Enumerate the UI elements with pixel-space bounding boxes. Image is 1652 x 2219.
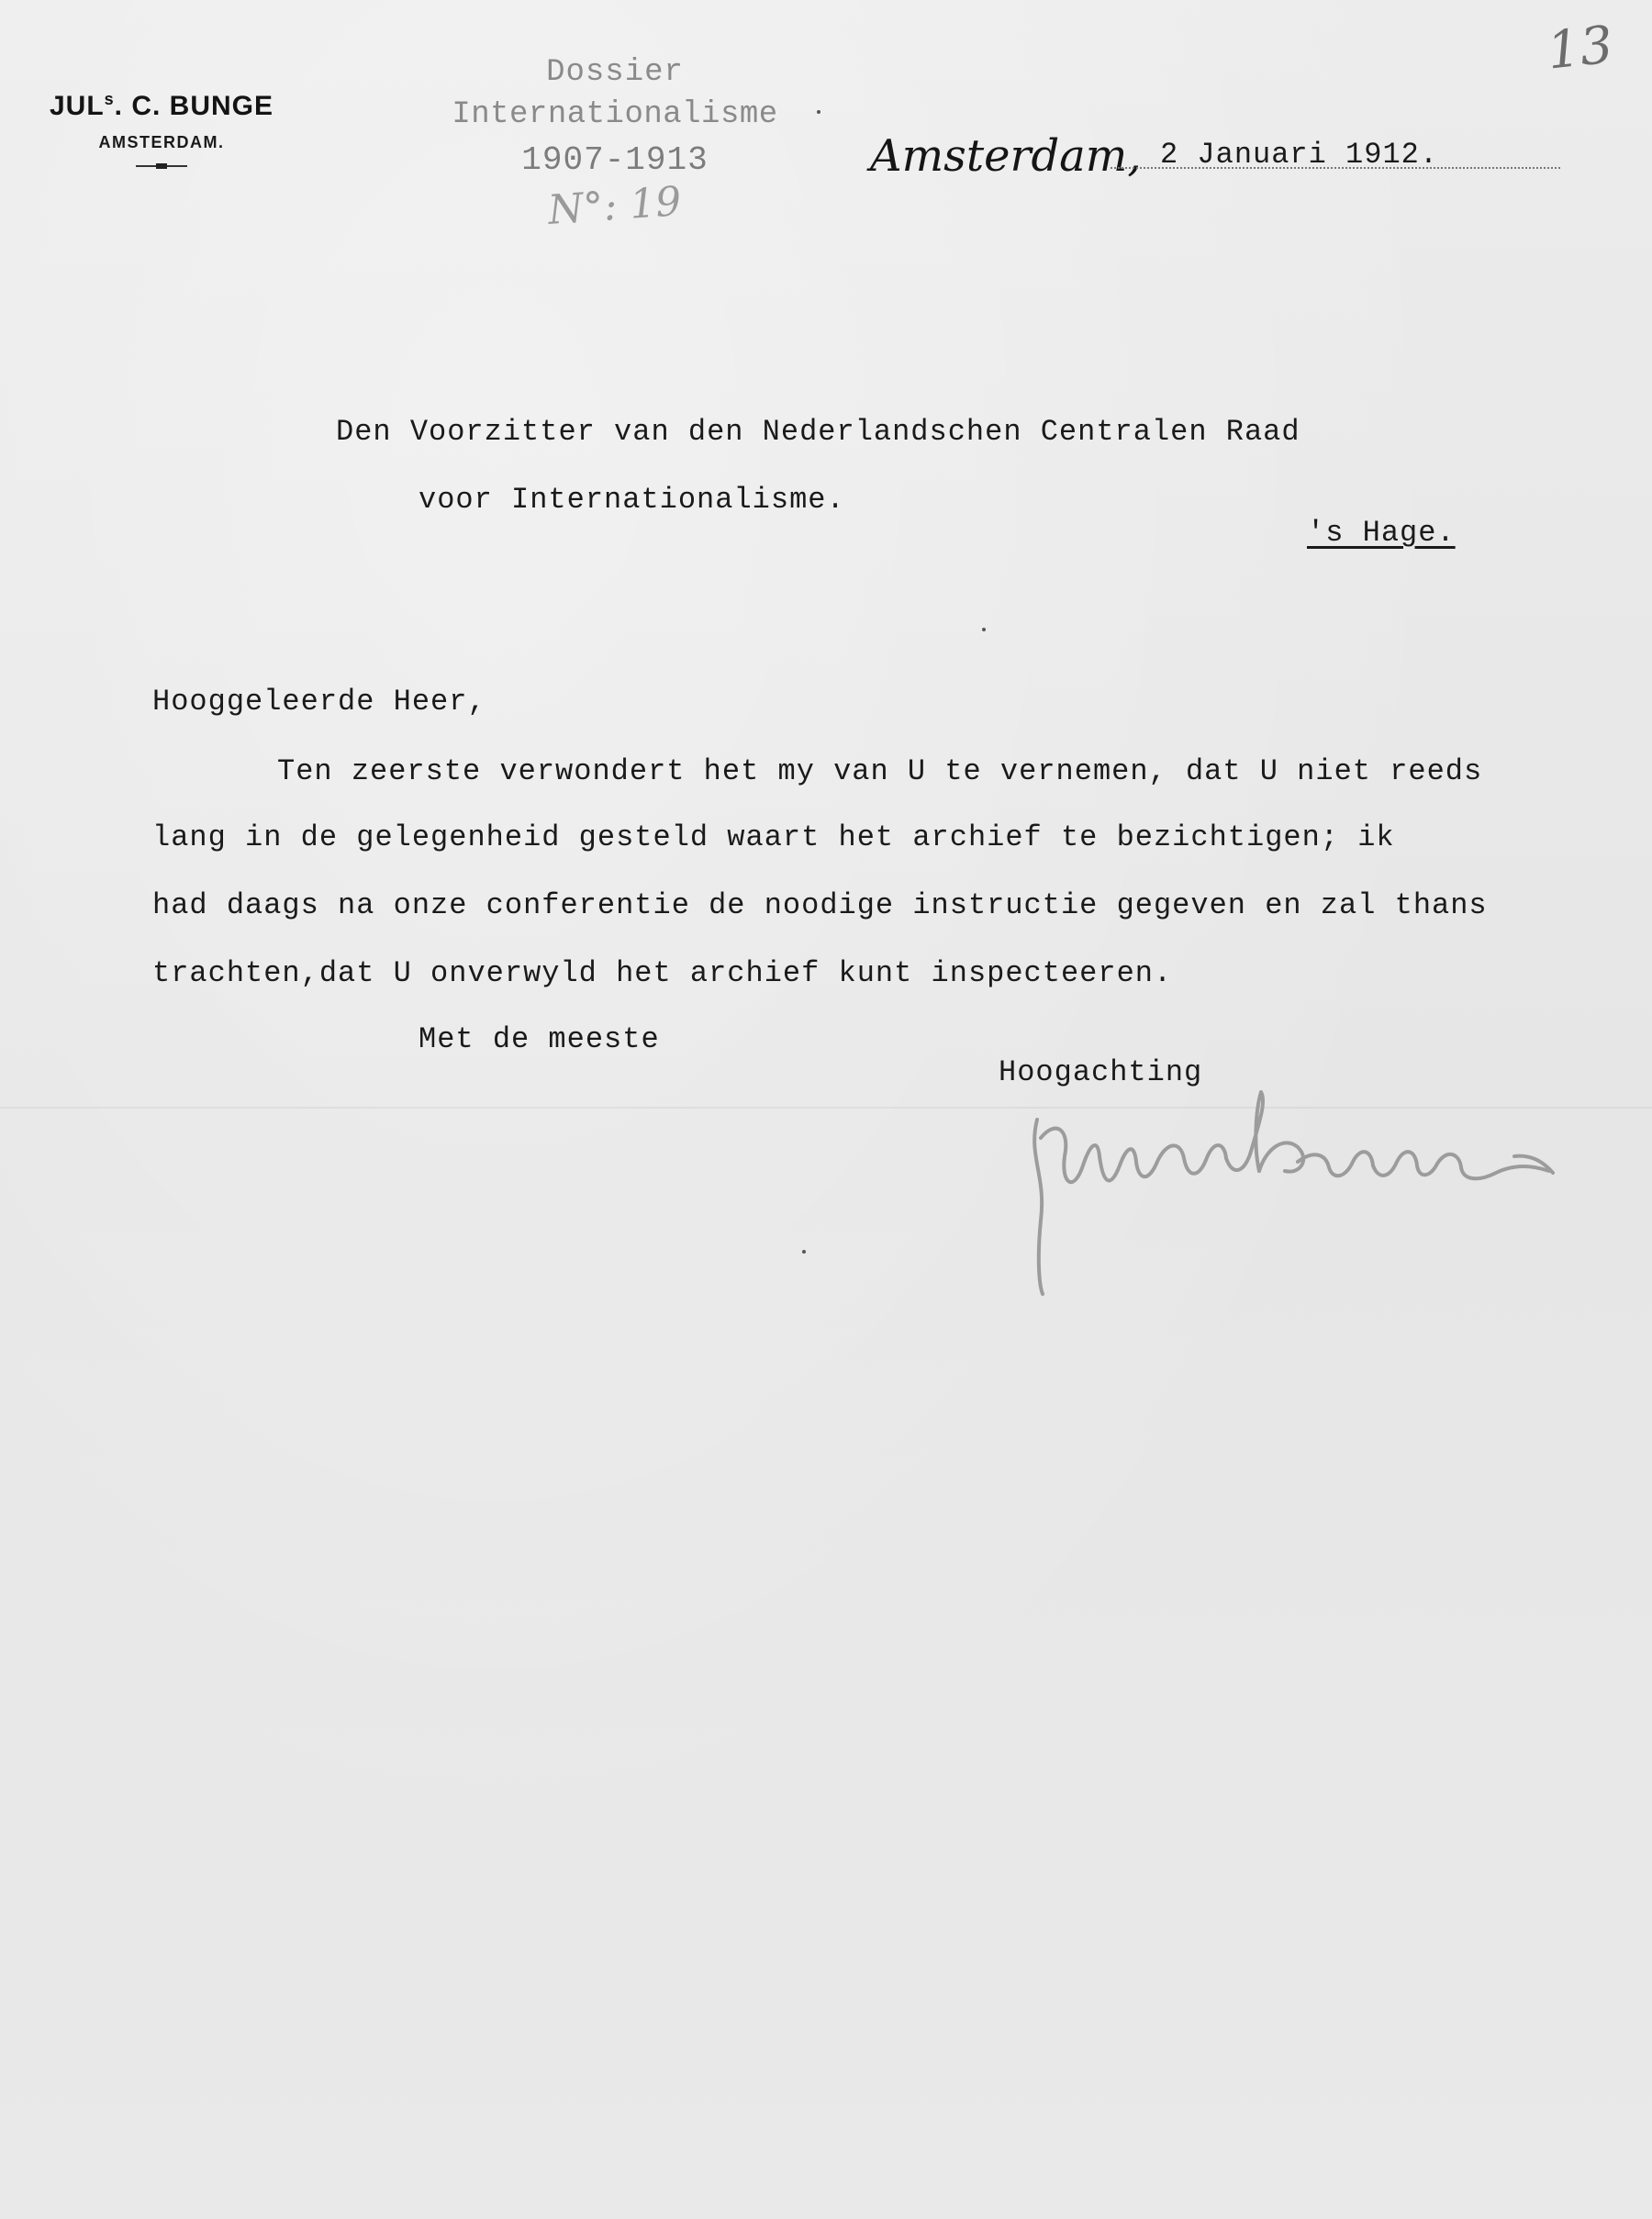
letterhead-name-rest: . C. BUNGE bbox=[114, 91, 274, 121]
closing-line-2: Hoogachting bbox=[999, 1055, 1203, 1089]
body-line: Ten zeerste verwondert het my van U te vernemen, dat U niet reeds bbox=[277, 754, 1483, 788]
dateline-place: Amsterdam, bbox=[870, 130, 1142, 182]
letterhead-name-superscript: s bbox=[104, 90, 115, 108]
ink-speck bbox=[982, 628, 986, 631]
body-line: lang in de gelegenheid gesteld waart het archief te bezichtigen; ik bbox=[152, 820, 1395, 854]
handwritten-signature bbox=[1019, 1083, 1569, 1303]
body-line: trachten,dat U onverwyld het archief kunt inspecteeren. bbox=[152, 956, 1173, 990]
recipient-line-1: Den Voorzitter van den Nederlandschen Centralen Raad bbox=[336, 415, 1300, 449]
stamp-line-dossier: Dossier bbox=[546, 55, 684, 90]
letterhead-name-main: JUL bbox=[49, 91, 105, 121]
archive-page-number: 13 bbox=[1544, 15, 1616, 82]
salutation: Hooggeleerde Heer, bbox=[152, 685, 486, 719]
dossier-stamp bbox=[422, 55, 808, 235]
closing-line-1: Met de meeste bbox=[419, 1022, 660, 1056]
dateline bbox=[870, 130, 1560, 182]
letterhead bbox=[24, 90, 299, 167]
recipient-line-2: voor Internationalisme. bbox=[419, 483, 845, 517]
recipient-city: 's Hage. bbox=[1307, 516, 1456, 550]
letterhead-ornament-rule bbox=[136, 165, 187, 167]
letterhead-company-name bbox=[24, 90, 299, 122]
stamp-line-internationalisme: Internationalisme bbox=[452, 97, 778, 132]
ink-speck bbox=[817, 110, 820, 114]
ink-speck bbox=[802, 1250, 806, 1254]
body-line: had daags na onze conferentie de noodige instructie gegeven en zal thans bbox=[152, 888, 1488, 922]
signature-drawing bbox=[1019, 1083, 1569, 1303]
letterhead-city: AMSTERDAM. bbox=[98, 133, 225, 151]
dateline-date: 2 Januari 1912. bbox=[1160, 138, 1439, 172]
stamp-line-years: 1907-1913 bbox=[521, 141, 709, 179]
stamp-handwritten-number: N°: 19 bbox=[546, 177, 684, 235]
